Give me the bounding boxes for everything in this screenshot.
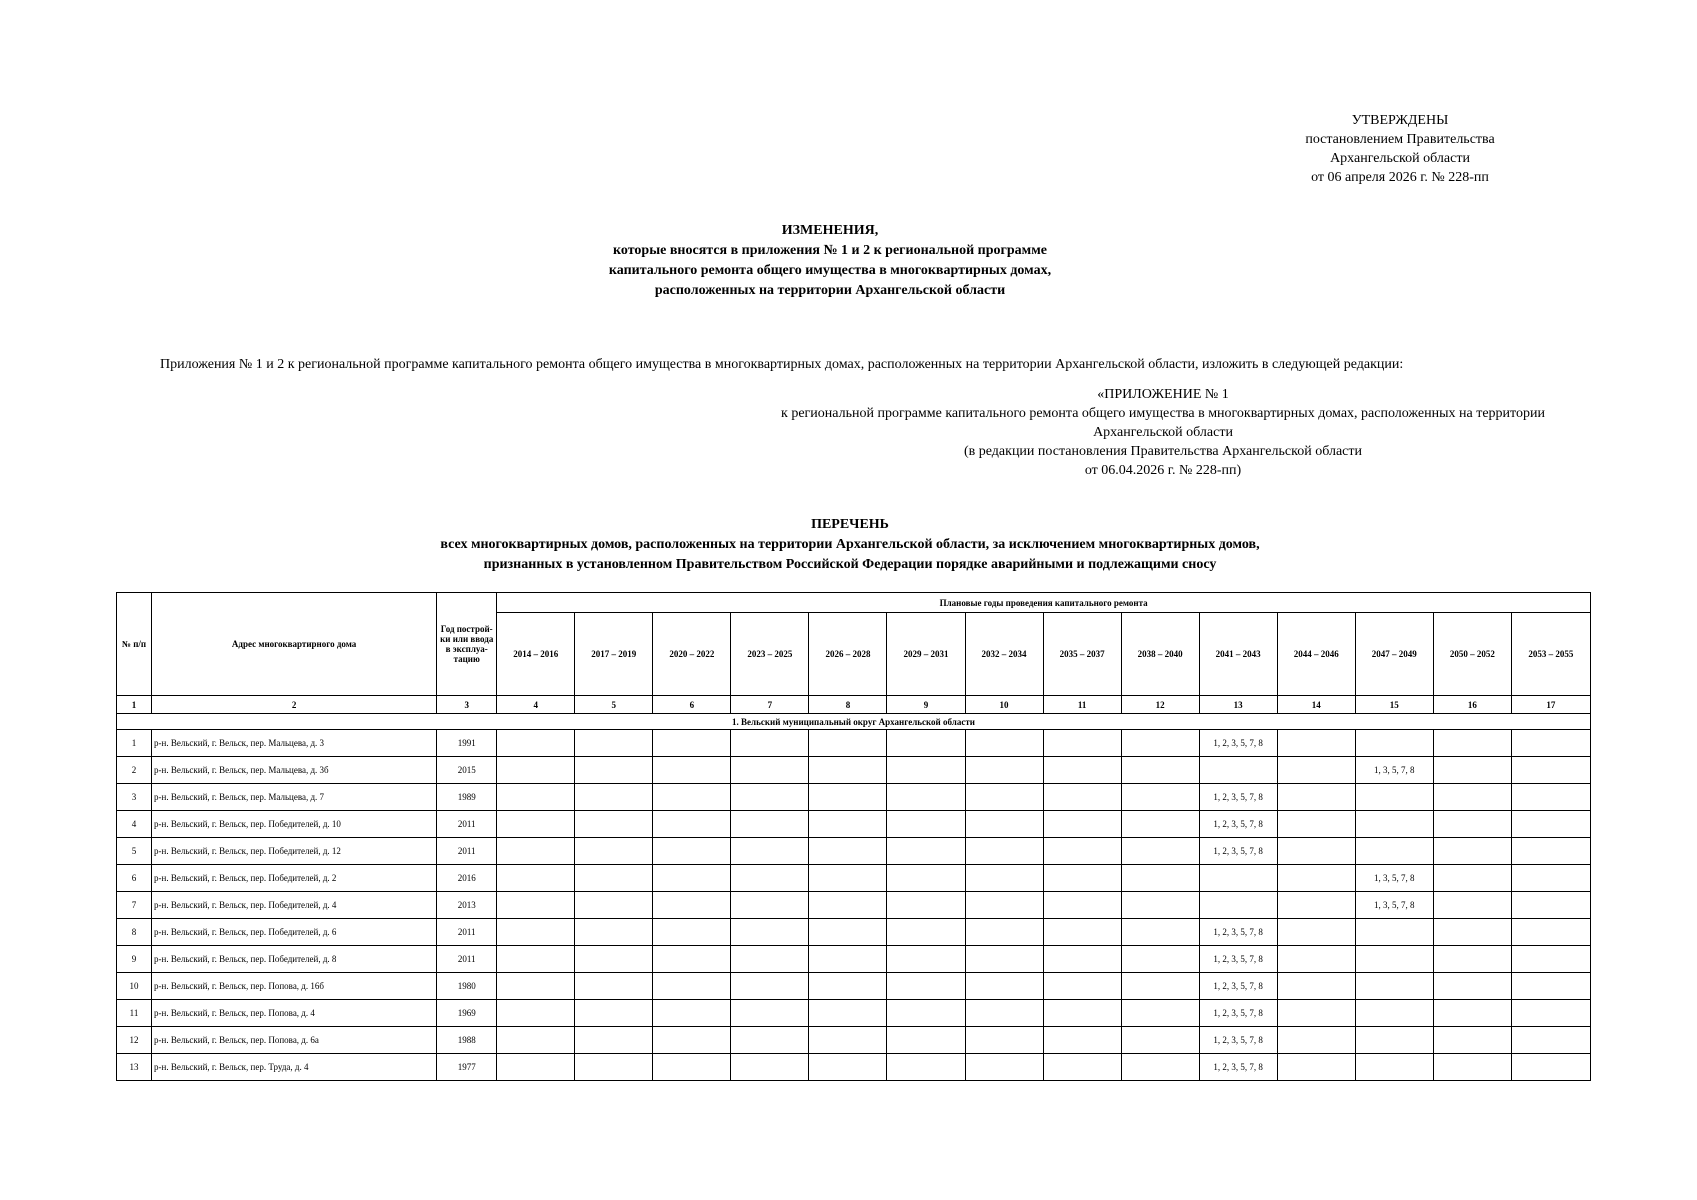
period-cell <box>1043 838 1121 865</box>
row-year: 2016 <box>437 865 497 892</box>
period-cell <box>497 784 575 811</box>
row-number: 5 <box>117 838 152 865</box>
column-number: 15 <box>1355 696 1433 714</box>
period-cell <box>1043 757 1121 784</box>
period-cell <box>575 838 653 865</box>
list-title-line-3: признанных в установленном Правительством Российской Федерации порядке аварийными и подлежащими сносу <box>483 557 1217 572</box>
period-cell <box>497 973 575 1000</box>
period-cell <box>575 973 653 1000</box>
period-cell <box>809 973 887 1000</box>
period-cell <box>1433 865 1511 892</box>
period-cell <box>1433 838 1511 865</box>
changes-title-line-2: которые вносятся в приложения № 1 и 2 к региональной программе <box>613 243 1047 258</box>
row-address: р-н. Вельский, г. Вельск, пер. Победителей, д. 4 <box>152 892 437 919</box>
row-year: 1977 <box>437 1054 497 1081</box>
period-cell <box>1277 946 1355 973</box>
period-cell: 1, 2, 3, 5, 7, 8 <box>1199 838 1277 865</box>
period-cell: 1, 2, 3, 5, 7, 8 <box>1199 1000 1277 1027</box>
period-cell <box>1511 730 1590 757</box>
appendix-line-4: (в редакции постановления Правительства Архангельской области <box>964 444 1362 459</box>
period-cell <box>965 811 1043 838</box>
period-cell <box>1043 1054 1121 1081</box>
row-year: 2011 <box>437 946 497 973</box>
header-number: № п/п <box>117 593 152 696</box>
period-cell <box>809 919 887 946</box>
row-year: 2015 <box>437 757 497 784</box>
period-cell <box>965 1027 1043 1054</box>
row-number: 9 <box>117 946 152 973</box>
period-cell <box>887 946 965 973</box>
column-number: 6 <box>653 696 731 714</box>
period-cell <box>1433 1000 1511 1027</box>
appendix-line-2: к региональной программе капитального ремонта общего имущества в многоквартирных домах, расположенных на территории <box>781 406 1545 421</box>
row-year: 1991 <box>437 730 497 757</box>
period-cell <box>731 838 809 865</box>
period-cell <box>809 892 887 919</box>
row-address: р-н. Вельский, г. Вельск, пер. Победителей, д. 6 <box>152 919 437 946</box>
header-year: Год построй-ки или ввода в эксплуа-тацию <box>437 593 497 696</box>
period-cell <box>1433 757 1511 784</box>
period-cell <box>1199 892 1277 919</box>
column-number: 4 <box>497 696 575 714</box>
row-year: 1969 <box>437 1000 497 1027</box>
row-number: 10 <box>117 973 152 1000</box>
period-cell <box>575 730 653 757</box>
period-cell <box>1121 730 1199 757</box>
period-cell <box>809 946 887 973</box>
column-number: 8 <box>809 696 887 714</box>
header-period: 2041 – 2043 <box>1199 613 1277 696</box>
period-cell: 1, 3, 5, 7, 8 <box>1355 757 1433 784</box>
row-address: р-н. Вельский, г. Вельск, пер. Мальцева, д. 3 <box>152 730 437 757</box>
period-cell <box>887 892 965 919</box>
table-row <box>117 1027 1591 1054</box>
column-number: 13 <box>1199 696 1277 714</box>
table-row <box>117 757 1591 784</box>
period-cell <box>1433 811 1511 838</box>
period-cell <box>1433 1054 1511 1081</box>
header-period: 2014 – 2016 <box>497 613 575 696</box>
period-cell: 1, 2, 3, 5, 7, 8 <box>1199 919 1277 946</box>
column-number: 2 <box>152 696 437 714</box>
changes-title <box>380 221 1280 301</box>
row-address: р-н. Вельский, г. Вельск, пер. Победителей, д. 2 <box>152 865 437 892</box>
changes-title-line-4: расположенных на территории Архангельской области <box>654 283 1006 298</box>
period-cell <box>1433 730 1511 757</box>
period-cell <box>653 919 731 946</box>
period-cell <box>965 973 1043 1000</box>
row-address: р-н. Вельский, г. Вельск, пер. Труда, д. 4 <box>152 1054 437 1081</box>
period-cell <box>809 784 887 811</box>
row-address: р-н. Вельский, г. Вельск, пер. Попова, д. 16б <box>152 973 437 1000</box>
period-cell <box>731 919 809 946</box>
period-cell <box>575 811 653 838</box>
period-cell <box>1355 1000 1433 1027</box>
period-cell <box>1511 946 1590 973</box>
period-cell <box>1511 1000 1590 1027</box>
period-cell <box>1433 784 1511 811</box>
header-period: 2020 – 2022 <box>653 613 731 696</box>
list-title-line-1: ПЕРЕЧЕНЬ <box>811 517 889 532</box>
header-period: 2047 – 2049 <box>1355 613 1433 696</box>
period-cell <box>497 1000 575 1027</box>
period-cell <box>1277 1054 1355 1081</box>
period-cell <box>1121 811 1199 838</box>
period-cell <box>1121 919 1199 946</box>
period-cell <box>1043 1000 1121 1027</box>
period-cell <box>965 730 1043 757</box>
period-cell <box>1121 838 1199 865</box>
row-year: 2011 <box>437 838 497 865</box>
period-cell <box>653 784 731 811</box>
intro-paragraph: Приложения № 1 и 2 к региональной программе капитального ремонта общего имущества в многоквартирных домах, расположенных на территории Архангельской области, изложить в следующей редакции: <box>160 357 1404 372</box>
period-cell <box>1043 973 1121 1000</box>
table-row <box>117 1000 1591 1027</box>
period-cell <box>653 1000 731 1027</box>
period-cell <box>1355 730 1433 757</box>
approval-line-4: от 06 апреля 2026 г. № 228-пп <box>1311 170 1489 185</box>
period-cell <box>887 919 965 946</box>
period-cell <box>1277 1027 1355 1054</box>
period-cell <box>653 946 731 973</box>
period-cell <box>887 784 965 811</box>
row-number: 7 <box>117 892 152 919</box>
header-planned-years: Плановые годы проведения капитального ремонта <box>497 593 1591 613</box>
period-cell <box>1199 865 1277 892</box>
period-cell <box>1355 973 1433 1000</box>
period-cell <box>497 1054 575 1081</box>
table-row <box>117 865 1591 892</box>
period-cell: 1, 3, 5, 7, 8 <box>1355 865 1433 892</box>
table-row <box>117 892 1591 919</box>
table-row <box>117 919 1591 946</box>
period-cell <box>653 730 731 757</box>
row-number: 4 <box>117 811 152 838</box>
period-cell <box>575 892 653 919</box>
row-year: 1980 <box>437 973 497 1000</box>
period-cell <box>809 811 887 838</box>
row-year: 2013 <box>437 892 497 919</box>
period-cell <box>653 838 731 865</box>
period-cell <box>731 973 809 1000</box>
period-cell <box>731 892 809 919</box>
table-row <box>117 973 1591 1000</box>
appendix-line-1: «ПРИЛОЖЕНИЕ № 1 <box>1097 387 1229 402</box>
period-cell <box>1277 838 1355 865</box>
list-title-line-2: всех многоквартирных домов, расположенных на территории Архангельской области, за исключением многоквартирных домов, <box>440 537 1260 552</box>
period-cell <box>809 730 887 757</box>
column-number: 14 <box>1277 696 1355 714</box>
row-address: р-н. Вельский, г. Вельск, пер. Победителей, д. 12 <box>152 838 437 865</box>
period-cell <box>497 730 575 757</box>
approval-stamp <box>1250 111 1550 187</box>
row-year: 2011 <box>437 811 497 838</box>
period-cell <box>809 865 887 892</box>
period-cell <box>1355 946 1433 973</box>
row-number: 1 <box>117 730 152 757</box>
repair-plan-table <box>116 592 1591 1081</box>
row-number: 12 <box>117 1027 152 1054</box>
period-cell <box>653 811 731 838</box>
period-cell <box>1121 973 1199 1000</box>
period-cell <box>1511 757 1590 784</box>
period-cell <box>653 1054 731 1081</box>
period-cell <box>809 838 887 865</box>
period-cell <box>965 865 1043 892</box>
period-cell <box>731 730 809 757</box>
period-cell <box>575 1000 653 1027</box>
row-address: р-н. Вельский, г. Вельск, пер. Победителей, д. 10 <box>152 811 437 838</box>
period-cell <box>965 1054 1043 1081</box>
period-cell <box>887 1000 965 1027</box>
period-cell: 1, 2, 3, 5, 7, 8 <box>1199 784 1277 811</box>
period-cell <box>1277 757 1355 784</box>
period-cell <box>1355 811 1433 838</box>
period-cell <box>1199 757 1277 784</box>
period-cell <box>1121 757 1199 784</box>
header-address: Адрес многоквартирного дома <box>152 593 437 696</box>
period-cell <box>809 1027 887 1054</box>
column-number: 11 <box>1043 696 1121 714</box>
row-number: 3 <box>117 784 152 811</box>
period-cell <box>965 1000 1043 1027</box>
period-cell <box>1355 784 1433 811</box>
period-cell <box>887 973 965 1000</box>
column-number: 7 <box>731 696 809 714</box>
period-cell <box>1511 865 1590 892</box>
period-cell <box>1511 1027 1590 1054</box>
row-address: р-н. Вельский, г. Вельск, пер. Мальцева, д. 3б <box>152 757 437 784</box>
period-cell <box>1277 919 1355 946</box>
period-cell <box>1433 1027 1511 1054</box>
period-cell <box>1511 838 1590 865</box>
period-cell <box>1277 811 1355 838</box>
period-cell <box>1277 865 1355 892</box>
period-cell <box>965 784 1043 811</box>
header-period: 2032 – 2034 <box>965 613 1043 696</box>
period-cell <box>653 1027 731 1054</box>
period-cell <box>887 865 965 892</box>
row-year: 2011 <box>437 919 497 946</box>
appendix-header <box>728 385 1598 480</box>
period-cell <box>965 946 1043 973</box>
period-cell <box>1511 919 1590 946</box>
period-cell <box>1121 865 1199 892</box>
period-cell <box>1043 1027 1121 1054</box>
approval-line-1: УТВЕРЖДЕНЫ <box>1351 113 1449 128</box>
column-number: 9 <box>887 696 965 714</box>
period-cell <box>1043 865 1121 892</box>
table-row <box>117 811 1591 838</box>
table-row <box>117 946 1591 973</box>
column-number: 3 <box>437 696 497 714</box>
header-period: 2044 – 2046 <box>1277 613 1355 696</box>
period-cell <box>497 757 575 784</box>
period-cell <box>809 757 887 784</box>
period-cell: 1, 2, 3, 5, 7, 8 <box>1199 811 1277 838</box>
header-period: 2023 – 2025 <box>731 613 809 696</box>
column-number: 10 <box>965 696 1043 714</box>
period-cell <box>497 919 575 946</box>
period-cell <box>731 757 809 784</box>
period-cell <box>1355 1054 1433 1081</box>
period-cell <box>731 1000 809 1027</box>
period-cell <box>731 865 809 892</box>
period-cell <box>497 838 575 865</box>
period-cell <box>887 811 965 838</box>
period-cell <box>1277 730 1355 757</box>
period-cell <box>1121 892 1199 919</box>
changes-title-line-3: капитального ремонта общего имущества в многоквартирных домах, <box>608 263 1052 278</box>
period-cell <box>1433 973 1511 1000</box>
period-cell <box>1121 784 1199 811</box>
period-cell <box>965 892 1043 919</box>
header-period: 2017 – 2019 <box>575 613 653 696</box>
period-cell <box>887 1054 965 1081</box>
column-number: 17 <box>1511 696 1590 714</box>
row-year: 1988 <box>437 1027 497 1054</box>
header-period: 2038 – 2040 <box>1121 613 1199 696</box>
period-cell <box>965 838 1043 865</box>
period-cell: 1, 2, 3, 5, 7, 8 <box>1199 1027 1277 1054</box>
period-cell <box>731 811 809 838</box>
period-cell <box>1511 973 1590 1000</box>
period-cell <box>1433 946 1511 973</box>
period-cell <box>575 784 653 811</box>
period-cell <box>1277 973 1355 1000</box>
row-number: 8 <box>117 919 152 946</box>
period-cell <box>653 865 731 892</box>
period-cell <box>1277 892 1355 919</box>
column-number: 5 <box>575 696 653 714</box>
period-cell <box>1355 919 1433 946</box>
period-cell <box>575 1054 653 1081</box>
period-cell <box>497 892 575 919</box>
period-cell <box>653 757 731 784</box>
period-cell <box>965 919 1043 946</box>
period-cell <box>887 730 965 757</box>
appendix-line-3: Архангельской области <box>1093 425 1233 440</box>
period-cell <box>497 865 575 892</box>
period-cell <box>575 1027 653 1054</box>
period-cell <box>1511 1054 1590 1081</box>
table-row <box>117 730 1591 757</box>
period-cell: 1, 2, 3, 5, 7, 8 <box>1199 1054 1277 1081</box>
column-number: 1 <box>117 696 152 714</box>
period-cell <box>497 811 575 838</box>
period-cell <box>1277 1000 1355 1027</box>
period-cell <box>653 892 731 919</box>
period-cell <box>575 946 653 973</box>
column-number: 12 <box>1121 696 1199 714</box>
period-cell <box>887 1027 965 1054</box>
period-cell: 1, 2, 3, 5, 7, 8 <box>1199 730 1277 757</box>
period-cell <box>1511 811 1590 838</box>
approval-line-3: Архангельской области <box>1330 151 1470 166</box>
column-number: 16 <box>1433 696 1511 714</box>
period-cell <box>1433 919 1511 946</box>
header-period: 2029 – 2031 <box>887 613 965 696</box>
period-cell <box>887 838 965 865</box>
row-number: 2 <box>117 757 152 784</box>
period-cell <box>575 757 653 784</box>
period-cell <box>1277 784 1355 811</box>
row-address: р-н. Вельский, г. Вельск, пер. Попова, д. 6а <box>152 1027 437 1054</box>
period-cell <box>731 1054 809 1081</box>
period-cell <box>1433 892 1511 919</box>
row-year: 1989 <box>437 784 497 811</box>
table-row <box>117 784 1591 811</box>
period-cell <box>1043 946 1121 973</box>
row-number: 13 <box>117 1054 152 1081</box>
row-number: 6 <box>117 865 152 892</box>
period-cell <box>1355 1027 1433 1054</box>
period-cell <box>965 757 1043 784</box>
period-cell <box>575 865 653 892</box>
period-cell <box>1043 892 1121 919</box>
period-cell <box>497 946 575 973</box>
appendix-line-5: от 06.04.2026 г. № 228-пп) <box>1084 463 1242 478</box>
period-cell <box>1043 784 1121 811</box>
period-cell <box>731 1027 809 1054</box>
header-period: 2053 – 2055 <box>1511 613 1590 696</box>
period-cell <box>809 1054 887 1081</box>
period-cell <box>809 1000 887 1027</box>
header-period: 2050 – 2052 <box>1433 613 1511 696</box>
period-cell <box>731 784 809 811</box>
row-address: р-н. Вельский, г. Вельск, пер. Победителей, д. 8 <box>152 946 437 973</box>
period-cell <box>1511 892 1590 919</box>
period-cell: 1, 3, 5, 7, 8 <box>1355 892 1433 919</box>
period-cell <box>887 757 965 784</box>
header-period: 2035 – 2037 <box>1043 613 1121 696</box>
row-address: р-н. Вельский, г. Вельск, пер. Мальцева, д. 7 <box>152 784 437 811</box>
period-cell <box>1121 1000 1199 1027</box>
table-row <box>117 838 1591 865</box>
period-cell <box>731 946 809 973</box>
period-cell <box>653 973 731 1000</box>
period-cell <box>1043 730 1121 757</box>
row-address: р-н. Вельский, г. Вельск, пер. Попова, д. 4 <box>152 1000 437 1027</box>
list-title <box>300 515 1400 575</box>
period-cell: 1, 2, 3, 5, 7, 8 <box>1199 946 1277 973</box>
period-cell <box>1121 1027 1199 1054</box>
table-row <box>117 1054 1591 1081</box>
period-cell <box>497 1027 575 1054</box>
changes-title-line-1: ИЗМЕНЕНИЯ, <box>781 223 879 238</box>
approval-line-2: постановлением Правительства <box>1305 132 1495 147</box>
period-cell: 1, 2, 3, 5, 7, 8 <box>1199 973 1277 1000</box>
period-cell <box>1043 811 1121 838</box>
period-cell <box>1121 946 1199 973</box>
period-cell <box>1043 919 1121 946</box>
period-cell <box>1511 784 1590 811</box>
row-number: 11 <box>117 1000 152 1027</box>
section-title: 1. Вельский муниципальный округ Архангельской области <box>117 714 1591 730</box>
period-cell <box>1121 1054 1199 1081</box>
period-cell <box>575 919 653 946</box>
header-period: 2026 – 2028 <box>809 613 887 696</box>
period-cell <box>1355 838 1433 865</box>
